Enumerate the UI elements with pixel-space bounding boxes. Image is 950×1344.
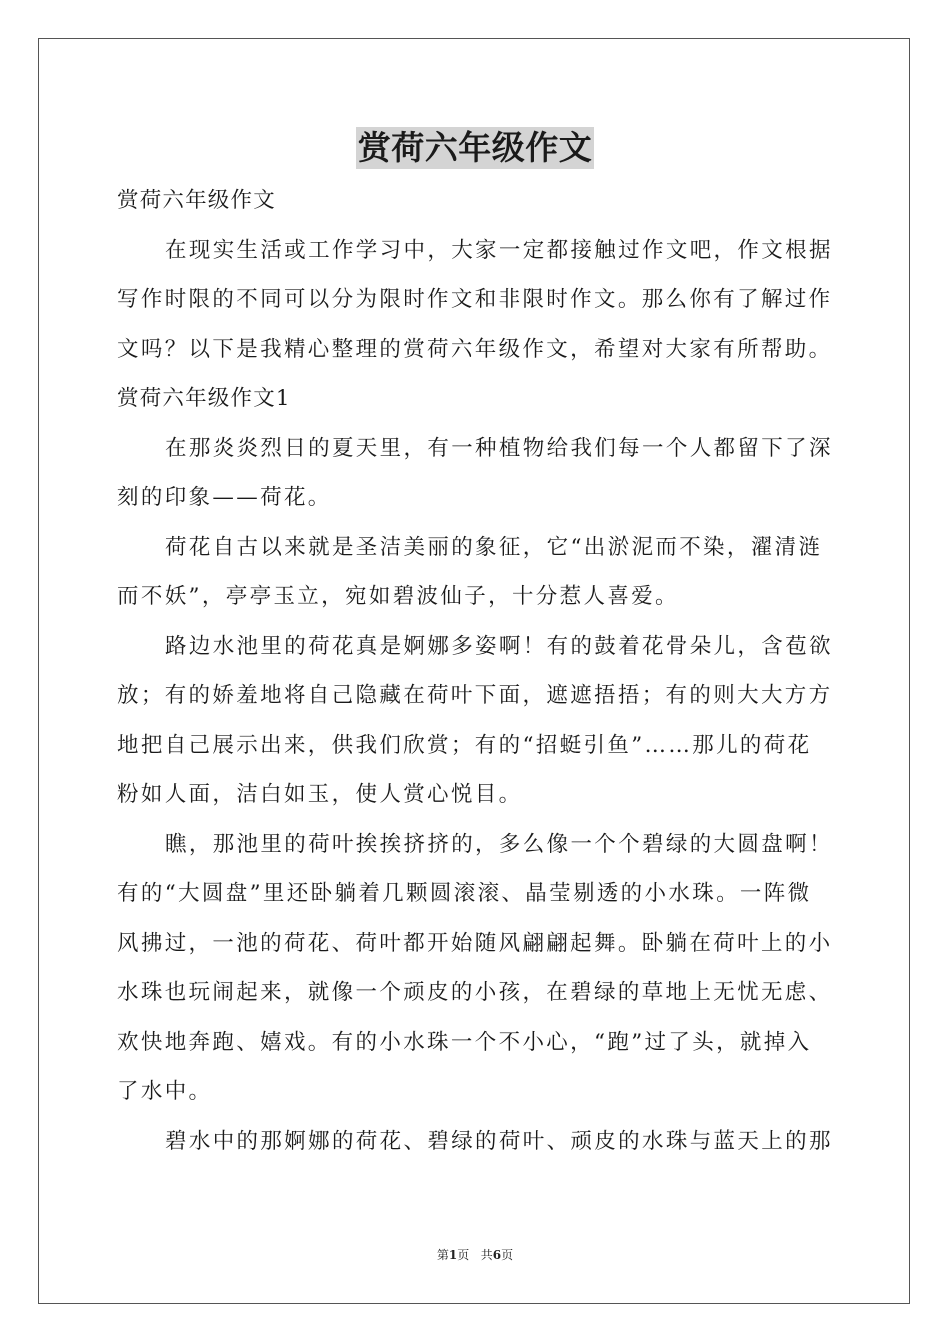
title-container [0,127,950,169]
paragraph-line: 写作时限的不同可以分为限时作文和非限时作文。那么你有了解过作 [117,287,833,312]
section-heading: 赏荷六年级作文 [117,188,276,213]
paragraph-line: 碧水中的那婀娜的荷花、碧绿的荷叶、顽皮的水珠与蓝天上的那 [165,1128,833,1154]
paragraph-line: 地把自己展示出来，供我们欣赏；有的“招蜓引鱼”……那儿的荷花 [117,732,812,758]
footer-total-suffix: 页 [501,1248,514,1262]
paragraph-line: 瞧，那池里的荷叶挨挨挤挤的，多么像一个个碧绿的大圆盘啊！ [165,831,833,857]
footer-total-pages: 6 [492,1248,502,1262]
paragraph-line: 欢快地奔跑、嬉戏。有的小水珠一个不小心，“跑”过了头，就掉入 [117,1029,812,1055]
paragraph-line: 文吗？以下是我精心整理的赏荷六年级作文，希望对大家有所帮助。 [117,336,833,362]
paragraph-line: 放；有的娇羞地将自己隐藏在荷叶下面，遮遮捂捂；有的则大大方方 [117,683,833,708]
paragraph-line: 刻的印象——荷花。 [117,485,332,510]
footer-page-number: 1 [448,1248,458,1262]
paragraph-line: 在现实生活或工作学习中，大家一定都接触过作文吧，作文根据 [165,237,833,263]
footer-total-prefix: 共 [480,1248,493,1262]
document-title: 赏荷六年级作文 [357,128,593,167]
paragraph-line: 水珠也玩闹起来，就像一个顽皮的小孩，在碧绿的草地上无忧无虑、 [117,980,833,1005]
paragraph-line: 风拂过，一池的荷花、荷叶都开始随风翩翩起舞。卧躺在荷叶上的小 [117,930,833,956]
document-body [117,176,833,1166]
paragraph-line: 荷花自古以来就是圣洁美丽的象征，它“出淤泥而不染，濯清涟 [165,534,823,560]
paragraph-line: 在那炎炎烈日的夏天里，有一种植物给我们每一个人都留下了深 [165,435,833,461]
footer-page-prefix: 第 [436,1248,449,1262]
paragraph-line: 而不妖”，亭亭玉立，宛如碧波仙子，十分惹人喜爱。 [117,584,679,609]
footer-page-suffix: 页 [457,1248,470,1262]
paragraph-line: 了水中。 [117,1079,213,1104]
page-footer [0,1246,950,1263]
paragraph-line: 粉如人面，洁白如玉，使人赏心悦目。 [117,782,523,807]
paragraph-line: 有的“大圆盘”里还卧躺着几颗圆滚滚、晶莹剔透的小水珠。一阵微 [117,881,812,906]
section-heading: 赏荷六年级作文1 [117,386,291,411]
paragraph-line: 路边水池里的荷花真是婀娜多姿啊！有的鼓着花骨朵儿，含苞欲 [165,633,833,659]
